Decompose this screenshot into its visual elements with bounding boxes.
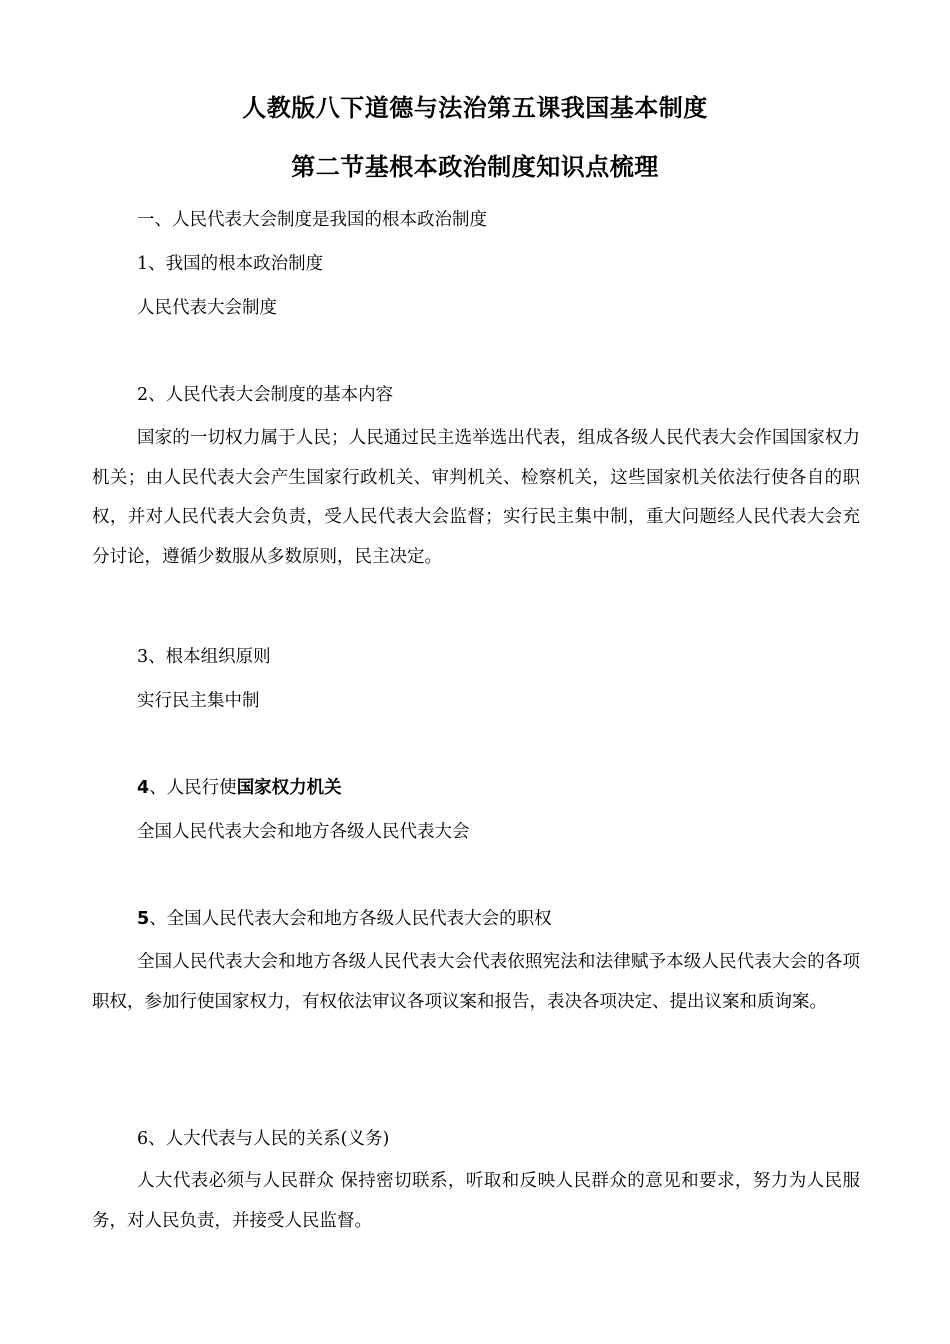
item-5-paragraph: 全国人民代表大会和地方各级人民代表大会代表依照宪法和法律赋予本级人民代表大会的各项职权，参加行使国家权力，有权依法审议各项议案和报告，表决各项决定、提出议案和质询案。 [92,952,860,1012]
item-4-number: 4 [137,778,150,798]
item-3-heading: 3、根本组织原则 [137,647,271,667]
item-3-answer: 实行民主集中制 [137,691,260,711]
item-5-number: 5 [137,909,150,929]
item-1-answer: 人民代表大会制度 [137,298,277,318]
item-2-heading: 2、人民代表大会制度的基本内容 [137,385,394,405]
item-4-heading-bold: 国家权力机关 [236,778,342,798]
item-2-paragraph: 国家的一切权力属于人民；人民通过民主选举选出代表，组成各级人民代表大会作国国家权力机关；由人民代表大会产生国家行政机关、审判机关、检察机关，这些国家机关依法行使各自的职权，并对人民代表大会负责，受人民代表大会监督；实行民主集中制，重大问题经人民代表大会充分讨论，遵循少数服从多数原则，民主决定。 [92,428,860,567]
item-1-heading: 1、我国的根本政治制度 [137,254,324,274]
item-4-answer: 全国人民代表大会和地方各级人民代表大会 [137,822,470,842]
item-4-heading [137,777,342,799]
item-6-paragraph: 人大代表必须与人民群众 保持密切联系，听取和反映人民群众的意见和要求，努力为人民服务，对人民负责，并接受人民监督。 [92,1171,860,1231]
document-title-line-1: 人教版八下道德与法治第五课我国基本制度 [242,94,708,122]
item-6-heading: 6、人大代表与人民的关系(义务) [137,1129,390,1149]
item-4-heading-text: 、人民行使 [149,778,237,798]
item-5-heading [137,908,552,930]
section-heading: 一、人民代表大会制度是我国的根本政治制度 [137,210,487,230]
document-title-line-2: 第二节基根本政治制度知识点梳理 [291,153,659,181]
item-5-heading-text: 、全国人民代表大会和地方各级人民代表大会的职权 [149,909,552,929]
